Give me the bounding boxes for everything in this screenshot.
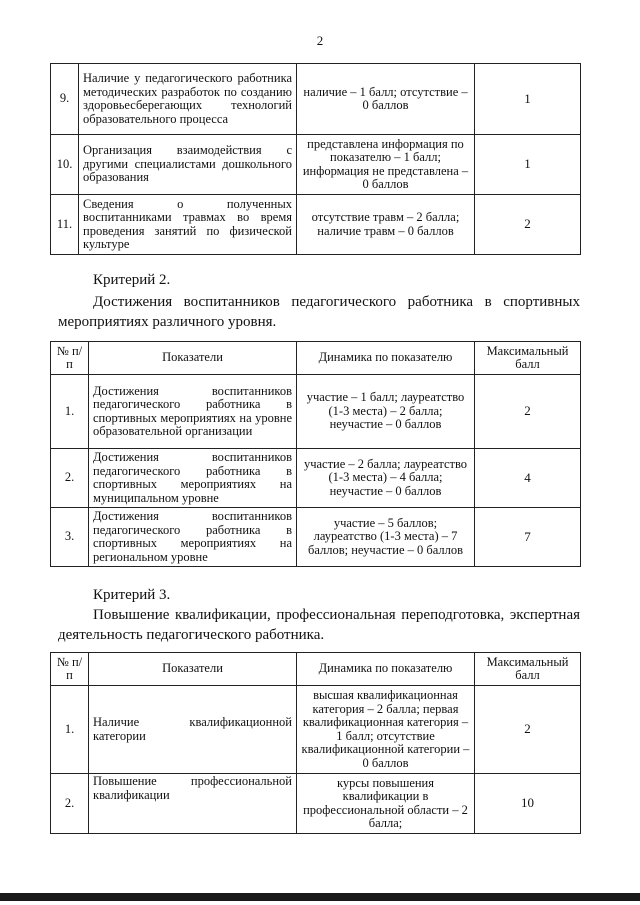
max-score-cell: 1 bbox=[475, 64, 581, 135]
header-number: № п/п bbox=[51, 342, 89, 375]
row-number: 1. bbox=[51, 375, 89, 449]
table-row bbox=[51, 64, 581, 135]
header-max-score: Максимальный балл bbox=[475, 342, 581, 375]
dynamics-cell: высшая квалификационная категория – 2 балла; первая квалификационная категория – 1 балл; отсутствие квалификационной категории – 0 баллов bbox=[297, 686, 475, 774]
indicator-cell: Наличие у педагогического работника методических разработок по созданию здоровьесберегающих технологий образовательного процесса bbox=[79, 64, 297, 135]
indicator-cell: Достижения воспитанников педагогического работника в спортивных мероприятиях на муниципальном уровне bbox=[89, 449, 297, 508]
indicator-cell: Организация взаимодействия с другими специалистами дошкольного образования bbox=[79, 135, 297, 195]
criteria-table-3 bbox=[50, 652, 581, 834]
max-score-cell: 1 bbox=[475, 135, 581, 195]
dynamics-cell: наличие – 1 балл; отсутствие – 0 баллов bbox=[297, 64, 475, 135]
header-indicators: Показатели bbox=[89, 653, 297, 686]
table-row bbox=[51, 508, 581, 567]
dynamics-cell: участие – 5 баллов; лауреатство (1-3 места) – 7 баллов; неучастие – 0 баллов bbox=[297, 508, 475, 567]
max-score-cell: 2 bbox=[475, 686, 581, 774]
header-indicators: Показатели bbox=[89, 342, 297, 375]
header-max-score: Максимальный балл bbox=[475, 653, 581, 686]
indicator-cell: Достижения воспитанников педагогического работника в спортивных мероприятиях на уровне образовательной организации bbox=[89, 375, 297, 449]
indicator-cell: Наличие квалификационной категории bbox=[89, 686, 297, 774]
max-score-cell: 2 bbox=[475, 375, 581, 449]
dynamics-cell: участие – 2 балла; лауреатство (1-3 места) – 4 балла; неучастие – 0 баллов bbox=[297, 449, 475, 508]
criterion-3-title: Критерий 3. bbox=[93, 587, 171, 603]
criterion-2-title: Критерий 2. bbox=[93, 272, 171, 288]
row-number: 10. bbox=[51, 135, 79, 195]
dynamics-cell: отсутствие травм – 2 балла; наличие травм – 0 баллов bbox=[297, 195, 475, 255]
table-row bbox=[51, 774, 581, 834]
header-number: № п/п bbox=[51, 653, 89, 686]
max-score-cell: 7 bbox=[475, 508, 581, 567]
max-score-cell: 2 bbox=[475, 195, 581, 255]
table-header-row bbox=[51, 653, 581, 686]
indicator-cell: Достижения воспитанников педагогического работника в спортивных мероприятиях на региональном уровне bbox=[89, 508, 297, 567]
row-number: 1. bbox=[51, 686, 89, 774]
criterion-2-description: Достижения воспитанников педагогического работника в спортивных мероприятиях различного уровня. bbox=[58, 294, 580, 330]
table-row bbox=[51, 135, 581, 195]
scan-edge-bar bbox=[0, 893, 640, 901]
row-number: 2. bbox=[51, 449, 89, 508]
max-score-cell: 4 bbox=[475, 449, 581, 508]
table-header-row bbox=[51, 342, 581, 375]
table-row bbox=[51, 375, 581, 449]
table-row bbox=[51, 686, 581, 774]
table-row bbox=[51, 195, 581, 255]
table-row bbox=[51, 449, 581, 508]
dynamics-cell: участие – 1 балл; лауреатство (1-3 места) – 2 балла; неучастие – 0 баллов bbox=[297, 375, 475, 449]
criteria-table-2 bbox=[50, 341, 581, 567]
row-number: 11. bbox=[51, 195, 79, 255]
indicator-cell: Повышение профессиональной квалификации bbox=[89, 774, 297, 834]
row-number: 2. bbox=[51, 774, 89, 834]
header-dynamics: Динамика по показателю bbox=[297, 342, 475, 375]
header-dynamics: Динамика по показателю bbox=[297, 653, 475, 686]
dynamics-cell: представлена информация по показателю – 1 балл; информация не представлена – 0 баллов bbox=[297, 135, 475, 195]
indicator-cell: Сведения о полученных воспитанниками травмах во время проведения занятий по физической культуре bbox=[79, 195, 297, 255]
dynamics-cell: курсы повышения квалификации в профессиональной области – 2 балла; bbox=[297, 774, 475, 834]
max-score-cell: 10 bbox=[475, 774, 581, 834]
criterion-3-description: Повышение квалификации, профессиональная переподготовка, экспертная деятельность педагогического работника. bbox=[58, 607, 580, 643]
criteria-table-1 bbox=[50, 63, 581, 255]
row-number: 3. bbox=[51, 508, 89, 567]
page-number: 2 bbox=[316, 33, 324, 48]
row-number: 9. bbox=[51, 64, 79, 135]
